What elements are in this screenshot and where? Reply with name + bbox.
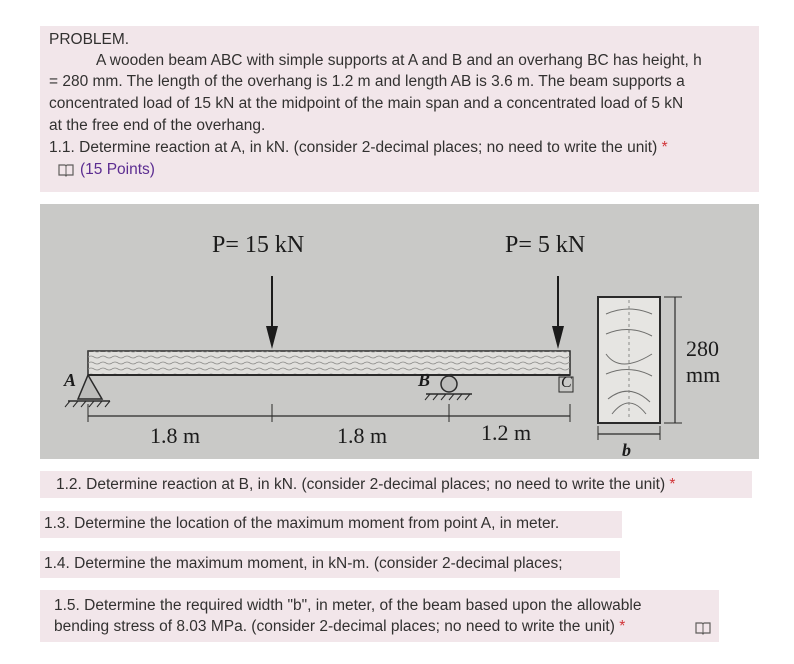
question-5-line-2-text: bending stress of 8.03 MPa. (consider 2-decimal places; no need to write the unit) bbox=[54, 618, 615, 635]
immersive-reader-icon[interactable] bbox=[695, 621, 711, 635]
problem-line-1: A wooden beam ABC with simple supports at A and B and an overhang BC has height, h bbox=[96, 52, 702, 69]
question-1-points: (15 Points) bbox=[80, 161, 155, 178]
dimension-label-2: 1.8 m bbox=[337, 423, 388, 448]
height-unit-label: mm bbox=[686, 362, 721, 387]
height-value-label: 280 bbox=[686, 336, 719, 361]
immersive-reader-icon[interactable] bbox=[58, 163, 74, 177]
problem-heading: PROBLEM. bbox=[49, 31, 130, 48]
required-star: * bbox=[661, 139, 668, 156]
dimension-label-1: 1.8 m bbox=[150, 423, 201, 448]
support-a-pin bbox=[78, 375, 102, 399]
point-a-label: A bbox=[64, 370, 77, 390]
width-label: b bbox=[622, 440, 631, 459]
question-1 bbox=[49, 138, 668, 158]
beam-diagram bbox=[40, 204, 759, 459]
question-5-line-2 bbox=[54, 617, 625, 637]
question-5-line-1: 1.5. Determine the required width "b", in meter, of the beam based upon the allowable bbox=[54, 597, 642, 614]
question-4-text: 1.4. Determine the maximum moment, in kN-m. (consider 2-decimal places; bbox=[44, 555, 563, 572]
beam-figure bbox=[40, 204, 759, 459]
dimension-label-3: 1.2 m bbox=[481, 420, 532, 445]
problem-line-4: at the free end of the overhang. bbox=[49, 117, 266, 134]
load-arrow-5kn bbox=[552, 326, 564, 349]
point-c-label: C bbox=[561, 374, 572, 391]
load-label-15kn: P= 15 kN bbox=[212, 232, 305, 258]
question-3-text: 1.3. Determine the location of the maximum moment from point A, in meter. bbox=[44, 515, 560, 532]
required-star: * bbox=[619, 618, 626, 635]
problem-line-2: = 280 mm. The length of the overhang is 1.2 m and length AB is 3.6 m. The beam supports a bbox=[49, 73, 685, 90]
question-2-text: 1.2. Determine reaction at B, in kN. (consider 2-decimal places; no need to write the unit) bbox=[56, 476, 666, 493]
problem-line-3: concentrated load of 15 kN at the midpoint of the main span and a concentrated load of 5 kN bbox=[49, 95, 684, 112]
load-arrow-15kn bbox=[266, 326, 278, 349]
question-2 bbox=[56, 475, 675, 495]
required-star: * bbox=[669, 476, 676, 493]
question-1-text: 1.1. Determine reaction at A, in kN. (consider 2-decimal places; no need to write the unit) bbox=[49, 139, 658, 156]
point-b-label: B bbox=[418, 370, 431, 390]
support-b-roller bbox=[441, 376, 457, 392]
beam-grain bbox=[88, 351, 570, 375]
load-label-5kn: P= 5 kN bbox=[505, 232, 586, 258]
question-1-points-row bbox=[58, 160, 155, 180]
